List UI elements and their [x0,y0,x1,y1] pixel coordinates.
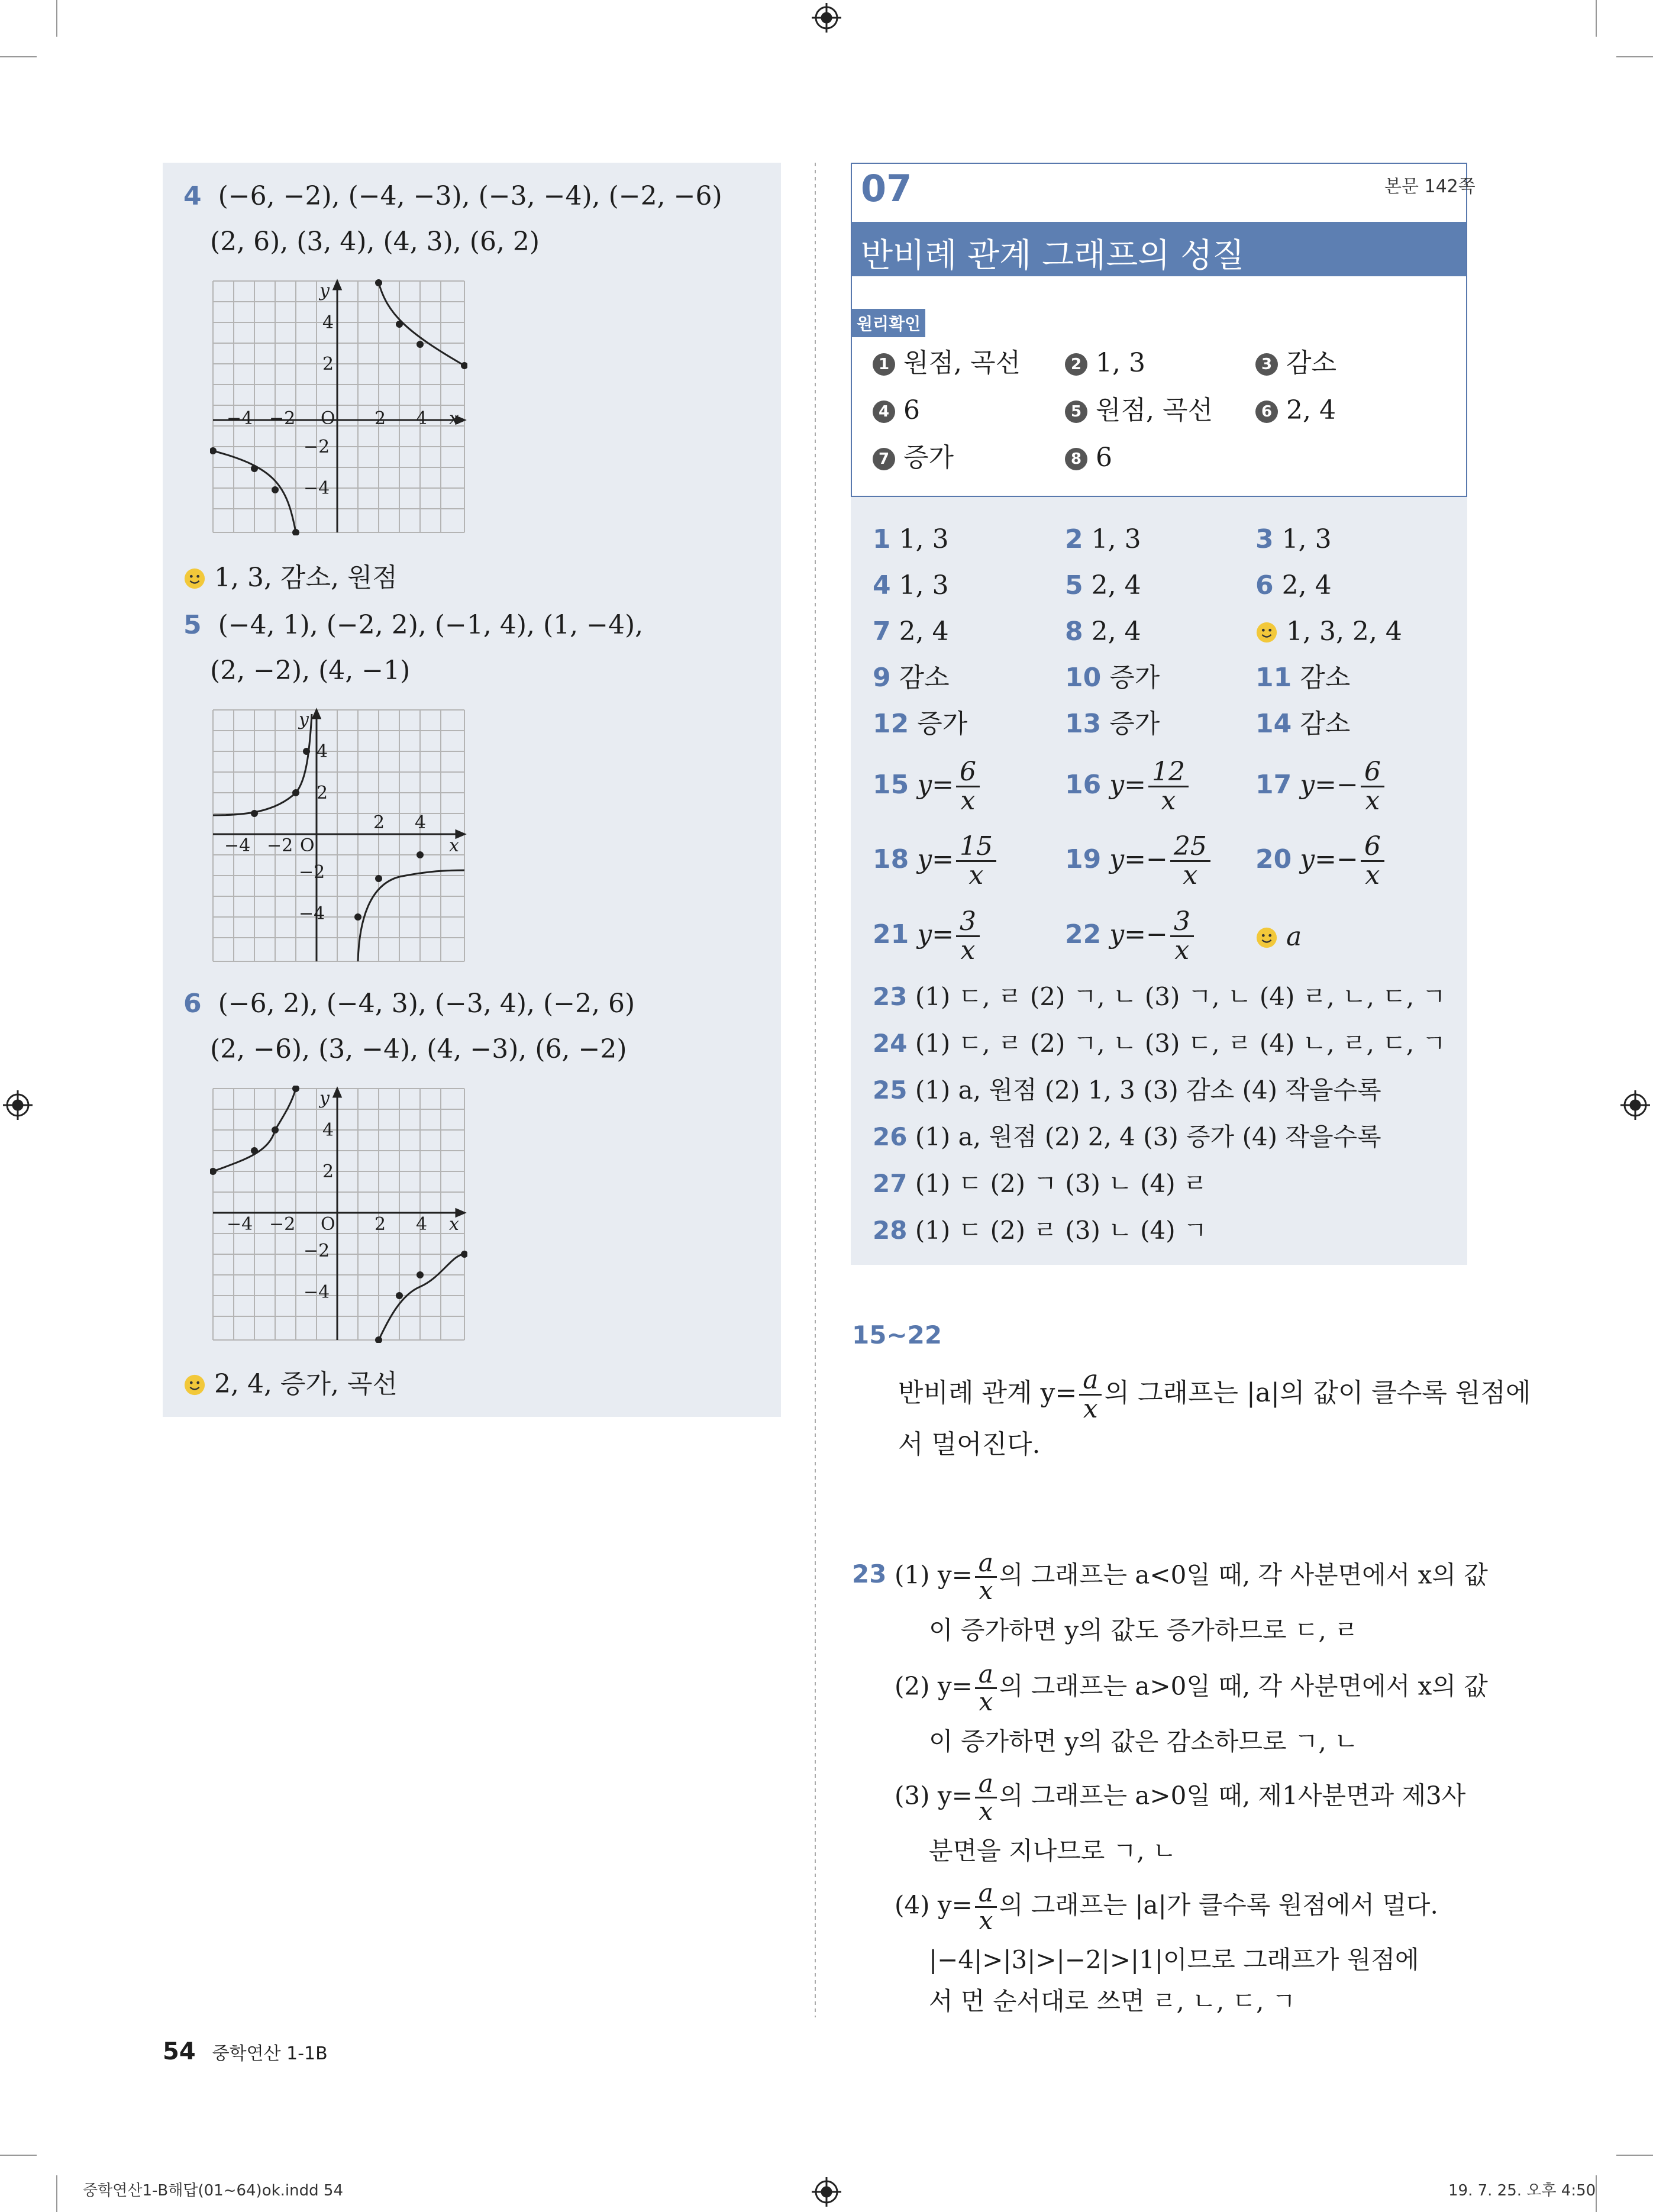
denominator: x [960,786,976,816]
answer-item [1255,524,1332,554]
answer-text: (1) ㄷ, ㄹ (2) ㄱ, ㄴ (3) ㄷ, ㄹ (4) ㄴ, ㄹ, ㄷ, ㄱ [915,1029,1447,1058]
explain-text: 반비례 관계 y= [898,1378,1077,1409]
answer-text: 2, 4 [1091,570,1141,600]
explain-text: (3) y= [895,1781,973,1810]
section-number: 07 [861,167,912,210]
answer-number: 13 [1065,709,1102,739]
answer-number: 17 [1255,770,1292,800]
answer-item [1255,758,1387,815]
graph4-labels [210,278,467,535]
answer-item [873,665,950,691]
answer-text: 1, 3 [899,570,949,600]
origin-label: O [321,1214,335,1235]
answer-number: 2 [1065,524,1083,554]
problem-4-line1 [183,183,722,209]
numerator: 3 [1170,908,1194,937]
answer-text: y=− [1300,844,1358,875]
answer-text: (1) a, 원점 (2) 2, 4 (3) 증가 (4) 작을수록 [915,1122,1381,1151]
fraction [1079,1367,1102,1423]
answer-text: 증가 [917,709,968,739]
principle-item [873,350,1021,376]
denominator: x [1161,786,1176,816]
answer-number: 22 [1065,919,1102,950]
answer-number: 6 [1255,570,1274,600]
answer-text: 1, 3, 2, 4 [1286,616,1402,647]
fraction [1361,833,1384,889]
explain-15-22-line1 [898,1367,1531,1423]
answer-number: 27 [873,1169,908,1198]
answer-number: 21 [873,919,909,950]
answer-item [873,1078,1381,1103]
y-axis-label: y [299,709,309,730]
fraction [1170,833,1210,889]
answer-text: 2, 4 [1281,570,1332,600]
answer-text: (1) ㄷ, ㄹ (2) ㄱ, ㄴ (3) ㄱ, ㄴ (4) ㄹ, ㄴ, ㄷ, ㄱ [915,982,1447,1011]
principle-item [1065,350,1145,376]
explain-heading-23: 23 [852,1559,887,1588]
problem-5-number: 5 [183,610,202,640]
circle-number-icon: 2 [1065,353,1087,376]
book-title: 중학연산 1-1B [212,2043,328,2064]
answer-text: a [1286,922,1302,952]
tick-label: 2 [374,1214,386,1235]
numerator: a [1079,1367,1102,1396]
answer-number: 25 [873,1076,908,1105]
tick-label: 4 [415,812,427,833]
answer-text: (1) a, 원점 (2) 1, 3 (3) 감소 (4) 작을수록 [915,1076,1381,1105]
explain-text: 의 그래프는 |a|가 클수록 원점에서 멀다. [999,1890,1438,1920]
answer-text: 감소 [899,663,950,693]
problem-6-line1 [183,991,635,1017]
denominator: x [960,935,976,966]
tick-label: 4 [416,408,428,429]
problem-5-line2: (2, −2), (4, −1) [210,655,411,686]
answer-text: 증가 [1109,709,1160,739]
print-date: 19. 7. 25. 오후 4:50 [1448,2182,1596,2200]
explain-text: 의 그래프는 |a|의 값이 클수록 원점에 [1104,1378,1531,1409]
answer-number: 5 [1065,570,1083,600]
numerator: 12 [1148,758,1189,787]
denominator: x [1183,860,1198,891]
answer-item [873,833,999,889]
denominator: x [1174,935,1190,966]
explain-23-4-line1 [895,1880,1438,1934]
answer-text: y=− [1300,770,1358,800]
denominator: x [979,1576,993,1606]
explain-23-1-line2: 이 증가하면 y의 값도 증가하므로 ㄷ, ㄹ [929,1616,1358,1645]
principle-text: 2, 4 [1286,395,1336,425]
fraction [975,1661,997,1715]
answer-item [1255,616,1402,647]
principle-item [1065,445,1112,471]
principle-item [873,445,954,471]
answer-number: 9 [873,663,891,693]
tick-label: −2 [299,862,325,883]
tick-label: 2 [322,1161,334,1182]
fraction [1148,758,1189,815]
fraction [975,1771,997,1825]
answer-item [873,616,949,647]
answer-text: y= [1109,770,1146,800]
principle-text: 1, 3 [1096,348,1145,378]
answer-number: 19 [1065,844,1102,875]
answer-item [1065,616,1141,647]
answer-item [1065,570,1141,600]
answer-item [1065,833,1213,889]
tick-label: −4 [304,478,330,499]
circle-number-icon: 6 [1255,401,1278,423]
answer-text: 감소 [1300,709,1351,739]
graph5-labels [210,707,467,964]
numerator: 3 [956,908,980,937]
tick-label: −4 [227,408,253,429]
denominator: x [979,1797,993,1826]
tick-label: −2 [267,835,293,856]
circle-number-icon: 4 [873,401,895,423]
answer-item [873,908,982,964]
smile-icon [183,1374,206,1396]
answer-text: (1) ㄷ (2) ㄱ (3) ㄴ (4) ㄹ [915,1169,1208,1198]
circle-number-icon: 3 [1255,353,1278,376]
denominator: x [979,1687,993,1717]
numerator: 15 [956,833,996,862]
principle-text: 감소 [1286,348,1337,378]
denominator: x [1083,1394,1098,1425]
circle-number-icon: 8 [1065,448,1087,470]
explain-text: 의 그래프는 a<0일 때, 각 사분면에서 x의 값 [999,1560,1488,1590]
answer-number: 3 [1255,524,1274,554]
answer-number: 4 [873,570,891,600]
principle-item [1255,395,1336,425]
answer-item [873,570,949,600]
answer-text: y= [917,844,954,875]
numerator: 25 [1170,833,1210,862]
section-title: 반비례 관계 그래프의 성질 [861,237,1245,275]
principle-item [1065,395,1213,425]
origin-label: O [300,835,315,856]
answer-number: 11 [1255,663,1292,693]
answer-number: 15 [873,770,909,800]
answer-item [1065,665,1160,691]
tick-label: 4 [322,312,334,333]
principle-text: 6 [903,395,920,425]
answer-item [1065,711,1160,737]
answer-number: 10 [1065,663,1102,693]
smile-answer-text: 1, 3, 감소, 원점 [214,563,398,593]
smile-answer-text: 2, 4, 증가, 곡선 [214,1369,398,1399]
problem-5-line1 [183,612,643,638]
numerator: a [975,1661,997,1689]
graph6-labels [210,1086,467,1343]
principle-item [1255,350,1336,376]
answer-text: 2, 4 [899,616,949,647]
answer-number: 28 [873,1216,908,1245]
answer-item [1255,665,1350,691]
explain-23-4-line3: 서 먼 순서대로 쓰면 ㄹ, ㄴ, ㄷ, ㄱ [929,1987,1296,2016]
tick-label: −2 [269,408,296,429]
answer-item [873,1031,1446,1056]
denominator: x [1365,860,1380,891]
answer-item [1255,833,1387,889]
numerator: a [975,1771,997,1798]
answer-item [1065,758,1191,815]
numerator: a [975,1880,997,1908]
answer-text: 2, 4 [1091,616,1141,647]
answer-text: 1, 3 [899,524,949,554]
problem-4-line2: (2, 6), (3, 4), (4, 3), (6, 2) [210,227,540,257]
tick-label: 4 [322,1120,334,1141]
answer-number: 18 [873,844,909,875]
circle-number-icon: 7 [873,448,895,470]
problem-5-text: (−4, 1), (−2, 2), (−1, 4), (1, −4), [218,610,644,640]
smile-icon [1255,621,1278,644]
denominator: x [979,1906,993,1936]
x-axis-label: x [449,835,459,856]
answer-item [1065,908,1196,964]
problem-4-text: (−6, −2), (−4, −3), (−3, −4), (−2, −6) [218,181,722,211]
principle-text: 원점, 곡선 [1096,395,1213,425]
answer-text: 감소 [1300,663,1351,693]
answer-number: 23 [873,982,908,1011]
registration-mark-left [3,1090,33,1120]
fraction [975,1880,997,1934]
denominator: x [1365,786,1380,816]
fraction [1170,908,1194,964]
fraction [956,758,980,815]
tick-label: −2 [269,1214,296,1235]
numerator: 6 [956,758,980,787]
problem-6-text: (−6, 2), (−4, 3), (−3, 4), (−2, 6) [218,989,635,1019]
answer-item [873,984,1446,1009]
origin-label: O [321,408,335,429]
tick-label: 2 [374,408,386,429]
principle-badge: 원리확인 [852,309,925,337]
explain-23-2-line1 [895,1661,1488,1715]
answer-number: 8 [1065,616,1083,647]
explain-23-1-line1 [895,1550,1488,1604]
answer-text: y= [917,919,954,950]
answer-item [873,711,967,737]
explain-heading-15-22: 15~22 [852,1320,942,1349]
explain-23-3-line2: 분면을 지나므로 ㄱ, ㄴ [929,1836,1177,1865]
numerator: 6 [1361,833,1384,862]
page-footer [163,2038,328,2064]
tick-label: −4 [224,835,251,856]
registration-mark-right [1620,1090,1650,1120]
tick-label: 4 [317,741,328,762]
tick-label: −2 [304,437,330,457]
principle-text: 6 [1096,443,1112,473]
fraction [956,908,980,964]
explain-15-22-line2: 서 멀어진다. [898,1429,1041,1459]
smile-icon [183,567,206,590]
answer-item [873,1122,1381,1151]
denominator: x [968,860,984,891]
numerator: 6 [1361,758,1384,787]
answer-number: 12 [873,709,909,739]
answer-text: 1, 3 [1091,524,1141,554]
answer-number: 16 [1065,770,1102,800]
principle-item [873,395,920,425]
registration-mark-top [812,3,841,33]
fraction [975,1550,997,1604]
answer-number: 7 [873,616,891,647]
tick-label: 2 [322,354,334,374]
answer-item [873,1171,1208,1196]
tick-label: 2 [317,783,328,803]
explain-23-4-line2: |−4|>|3|>|−2|>|1|이므로 그래프가 원점에 [929,1945,1419,1974]
problem-6-number: 6 [183,989,202,1019]
y-axis-label: y [319,280,330,301]
answer-text: y=− [1109,919,1168,950]
smile-answer-4 [183,565,398,591]
answer-item [873,524,949,554]
answer-number: 14 [1255,709,1292,739]
x-axis-label: x [449,1214,459,1235]
problem-4-number: 4 [183,181,202,211]
answer-number: 26 [873,1122,908,1151]
circle-number-icon: 1 [873,353,895,376]
explain-23-2-line2: 이 증가하면 y의 값은 감소하므로 ㄱ, ㄴ [929,1727,1358,1756]
registration-mark-bottom [812,2177,841,2207]
tick-label: 4 [416,1214,428,1235]
fraction [956,833,996,889]
answer-item [1255,570,1332,600]
answer-text: 증가 [1109,663,1160,693]
tick-label: 2 [373,812,385,833]
smile-icon [1255,926,1278,949]
tick-label: −2 [304,1241,330,1261]
answer-item [1255,711,1350,737]
page-number: 54 [163,2038,196,2065]
explain-text: (1) y= [895,1560,973,1590]
tick-label: −4 [299,903,325,924]
answer-item [873,1218,1208,1243]
x-axis-label: x [449,408,459,429]
numerator: a [975,1550,997,1578]
problem-6-line2: (2, −6), (3, −4), (4, −3), (6, −2) [210,1034,627,1064]
smile-answer-6 [183,1371,398,1397]
explain-text: (4) y= [895,1890,973,1920]
explain-text: (2) y= [895,1671,973,1701]
circle-number-icon: 5 [1065,401,1087,423]
explain-text: 의 그래프는 a>0일 때, 제1사분면과 제3사 [999,1781,1466,1810]
tick-label: −4 [304,1282,330,1303]
principle-text: 증가 [903,443,954,473]
answer-text: y= [917,770,954,800]
principle-text: 원점, 곡선 [903,348,1021,378]
explain-23-3-line1 [895,1771,1465,1825]
explain-text: 의 그래프는 a>0일 때, 각 사분면에서 x의 값 [999,1671,1488,1701]
answer-text: (1) ㄷ (2) ㄹ (3) ㄴ (4) ㄱ [915,1216,1208,1245]
file-slug: 중학연산1-B해답(01~64)ok.indd 54 [83,2182,343,2200]
answer-text: y=− [1109,844,1168,875]
y-axis-label: y [319,1088,330,1109]
fraction [1361,758,1384,815]
answer-number: 20 [1255,844,1292,875]
answer-number: 1 [873,524,891,554]
answer-number: 24 [873,1029,908,1058]
answer-item [873,758,982,815]
answer-text: 1, 3 [1281,524,1332,554]
tick-label: −4 [227,1214,253,1235]
answer-item [1255,924,1302,950]
section-page-ref: 본문 142쪽 [1384,176,1476,197]
answer-item [1065,524,1141,554]
